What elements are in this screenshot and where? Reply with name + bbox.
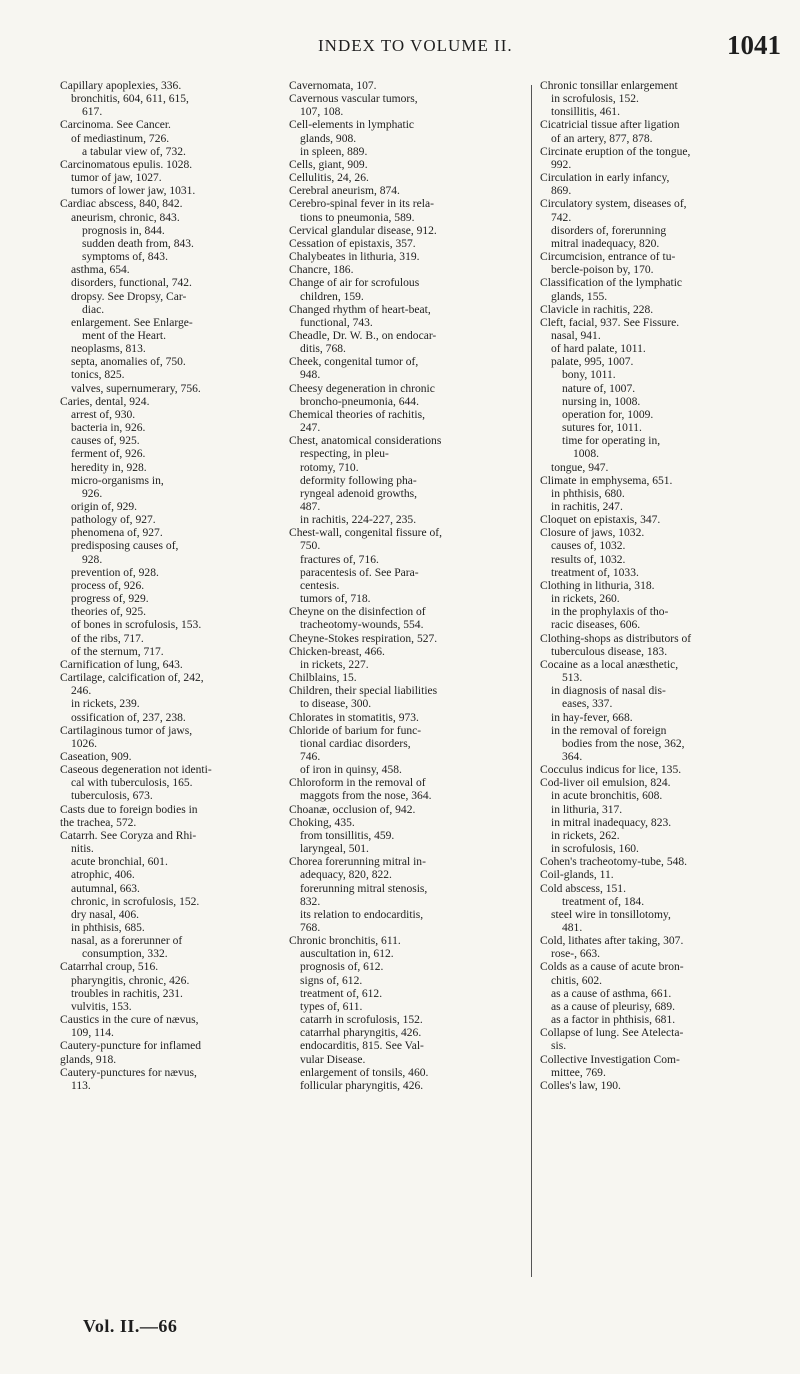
index-entry: Cerebro-spinal fever in its rela-	[289, 198, 434, 211]
index-subentry: racic diseases, 606.	[551, 619, 641, 632]
index-subentry: eases, 337.	[562, 698, 613, 711]
index-subentry: septa, anomalies of, 750.	[71, 356, 186, 369]
index-subentry: phenomena of, 927.	[71, 527, 163, 540]
index-subentry: 992.	[551, 158, 572, 171]
index-entry: Climate in emphysema, 651.	[540, 474, 673, 487]
index-subentry: asthma, 654.	[71, 264, 130, 277]
index-entry: Chronic bronchitis, 611.	[289, 935, 401, 948]
index-subentry: bony, 1011.	[562, 369, 616, 382]
index-subentry: tions to pneumonia, 589.	[300, 211, 415, 224]
index-subentry: 928.	[82, 553, 103, 566]
index-subentry: in lithuria, 317.	[551, 803, 623, 816]
index-entry: Caries, dental, 924.	[60, 395, 150, 408]
index-subentry: atrophic, 406.	[71, 869, 135, 882]
index-entry: Circinate eruption of the tongue,	[540, 145, 691, 158]
index-subentry: 247.	[300, 422, 321, 435]
index-entry: Chancre, 186.	[289, 264, 354, 277]
index-subentry: nasal, as a forerunner of	[71, 935, 183, 948]
index-subentry: treatment of, 1033.	[551, 566, 639, 579]
index-subentry: chitis, 602.	[551, 974, 602, 987]
index-entry: Clothing-shops as distributors of	[540, 632, 692, 645]
index-entry: Cleft, facial, 937. See Fissure.	[540, 316, 680, 329]
index-entry: the trachea, 572.	[60, 816, 137, 829]
index-subentry: tional cardiac disorders,	[300, 737, 411, 750]
index-entry: Classification of the lymphatic	[540, 277, 683, 290]
index-subentry: in rickets, 227.	[300, 658, 369, 671]
index-subentry: chronic, in scrofulosis, 152.	[71, 895, 200, 908]
index-subentry: origin of, 929.	[71, 501, 138, 513]
index-subentry: in the prophylaxis of tho-	[551, 606, 669, 619]
index-subentry: bronchitis, 604, 611, 615,	[71, 93, 189, 106]
index-subentry: 742.	[551, 211, 572, 224]
index-entry: Cheesy degeneration in chronic	[289, 382, 435, 395]
index-subentry: dropsy. See Dropsy, Car-	[71, 290, 187, 303]
index-entry: Collective Investigation Com-	[540, 1053, 680, 1066]
index-entry: Cheyne-Stokes respiration, 527.	[289, 632, 438, 645]
index-subentry: paracentesis of. See Para-	[300, 566, 419, 579]
index-entry: Cerebral aneurism, 874.	[289, 185, 400, 198]
index-subentry: catarrh in scrofulosis, 152.	[300, 1014, 423, 1027]
index-entry: Cocaine as a local anæsthetic,	[540, 658, 679, 671]
index-entry: Cocculus indicus for lice, 135.	[540, 764, 682, 777]
index-entry: Coil-glands, 11.	[540, 869, 614, 882]
index-subentry: tongue, 947.	[551, 461, 609, 474]
index-entry: Cell-elements in lymphatic	[289, 119, 415, 132]
index-subentry: children, 159.	[300, 290, 364, 303]
index-subentry: 926.	[82, 487, 103, 500]
index-entry: Chorea forerunning mitral in-	[289, 856, 426, 869]
index-subentry: in scrofulosis, 152.	[551, 93, 639, 106]
index-subentry: of the sternum, 717.	[71, 645, 164, 658]
index-subentry: 768.	[300, 922, 321, 934]
index-subentry: bacteria in, 926.	[71, 422, 146, 435]
index-subentry: tonsillitis, 461.	[551, 106, 620, 119]
index-subentry: sis.	[551, 1040, 567, 1053]
index-subentry: mittee, 769.	[551, 1066, 606, 1079]
index-subentry: as a cause of pleurisy, 689.	[551, 1000, 675, 1013]
index-subentry: nasal, 941.	[551, 329, 601, 342]
index-subentry: as a factor in phthisis, 681.	[551, 1014, 676, 1027]
index-subentry: in rickets, 262.	[551, 829, 620, 842]
index-subentry: in scrofulosis, 160.	[551, 843, 639, 856]
index-column-3	[540, 80, 780, 1093]
index-subentry: of iron in quinsy, 458.	[300, 764, 402, 777]
index-entry: Caustics in the cure of nævus,	[60, 1014, 199, 1027]
index-subentry: of an artery, 877, 878.	[551, 132, 653, 145]
index-subentry: functional, 743.	[300, 316, 373, 329]
index-entry: Clothing in lithuria, 318.	[540, 579, 655, 592]
index-entry: Cod-liver oil emulsion, 824.	[540, 777, 671, 790]
index-subentry: theories of, 925.	[71, 606, 147, 619]
index-entry: Cavernomata, 107.	[289, 80, 377, 92]
index-subentry: enlargement. See Enlarge-	[71, 316, 193, 329]
index-entry: Collapse of lung. See Atelecta-	[540, 1027, 684, 1040]
index-entry: Colds as a cause of acute bron-	[540, 961, 684, 974]
index-subentry: rotomy, 710.	[300, 461, 359, 474]
index-entry: Catarrhal croup, 516.	[60, 961, 159, 974]
index-entry: Capillary apoplexies, 336.	[60, 80, 182, 92]
index-subentry: its relation to endocarditis,	[300, 908, 424, 921]
index-subentry: endocarditis, 815. See Val-	[300, 1040, 424, 1053]
index-subentry: steel wire in tonsillotomy,	[551, 908, 671, 921]
index-entry: Chilblains, 15.	[289, 672, 357, 685]
index-subentry: dry nasal, 406.	[71, 908, 139, 921]
index-subentry: 481.	[562, 922, 583, 934]
index-subentry: autumnal, 663.	[71, 882, 140, 895]
index-subentry: prevention of, 928.	[71, 566, 159, 579]
index-subentry: nursing in, 1008.	[562, 395, 641, 408]
index-subentry: vulvitis, 153.	[71, 1000, 132, 1013]
index-entry: Carcinoma. See Cancer.	[60, 119, 171, 132]
index-subentry: symptoms of, 843.	[82, 251, 168, 264]
index-subentry: signs of, 612.	[300, 974, 363, 987]
index-subentry: diac.	[82, 303, 105, 316]
index-subentry: tracheotomy-wounds, 554.	[300, 619, 424, 632]
index-entry: Cavernous vascular tumors,	[289, 93, 418, 106]
index-subentry: 750.	[300, 540, 321, 553]
index-entry: Circulatory system, diseases of,	[540, 198, 687, 211]
index-subentry: causes of, 1032.	[551, 540, 626, 553]
index-entry: Cold, lithates after taking, 307.	[540, 935, 684, 948]
index-subentry: maggots from the nose, 364.	[300, 790, 432, 803]
index-subentry: adequacy, 820, 822.	[300, 869, 392, 882]
index-subentry: predisposing causes of,	[71, 540, 179, 553]
index-subentry: in phthisis, 685.	[71, 922, 145, 934]
index-entry: Cohen's tracheotomy-tube, 548.	[540, 856, 688, 869]
index-subentry: tuberculous disease, 183.	[551, 645, 668, 658]
index-subentry: acute bronchial, 601.	[71, 856, 168, 869]
index-entry: Caseous degeneration not identi-	[60, 764, 212, 777]
index-subentry: prognosis in, 844.	[82, 224, 165, 237]
index-entry: Catarrh. See Coryza and Rhi-	[60, 829, 197, 842]
index-entry: Cheek, congenital tumor of,	[289, 356, 419, 369]
index-subentry: broncho-pneumonia, 644.	[300, 395, 419, 408]
index-entry: Circumcision, entrance of tu-	[540, 251, 676, 264]
index-subentry: ryngeal adenoid growths,	[300, 487, 418, 500]
index-subentry: in rickets, 260.	[551, 593, 620, 606]
index-entry: Changed rhythm of heart-beat,	[289, 303, 431, 316]
index-subentry: auscultation in, 612.	[300, 948, 394, 961]
index-entry: Cautery-puncture for inflamed	[60, 1040, 202, 1053]
index-entry: Children, their special liabilities	[289, 685, 438, 698]
index-subentry: process of, 926.	[71, 579, 145, 592]
index-subentry: ment of the Heart.	[82, 329, 167, 342]
index-entry: Cautery-punctures for nævus,	[60, 1066, 197, 1079]
index-subentry: sudden death from, 843.	[82, 237, 194, 250]
index-subentry: 487.	[300, 501, 321, 513]
index-subentry: of mediastinum, 726.	[71, 132, 170, 145]
index-subentry: consumption, 332.	[82, 948, 168, 961]
index-subentry: ditis, 768.	[300, 343, 346, 356]
index-entry: Clavicle in rachitis, 228.	[540, 303, 654, 316]
index-subentry: cal with tuberculosis, 165.	[71, 777, 193, 790]
index-column-1	[60, 80, 290, 1093]
index-subentry: heredity in, 928.	[71, 461, 147, 474]
index-entry: glands, 918.	[60, 1053, 117, 1066]
column-divider	[531, 85, 532, 1277]
index-subentry: centesis.	[300, 579, 340, 592]
index-entry: Carcinomatous epulis. 1028.	[60, 158, 193, 171]
index-subentry: disorders of, forerunning	[551, 224, 667, 237]
index-subentry: 1008.	[573, 448, 599, 461]
index-subentry: valves, supernumerary, 756.	[71, 382, 201, 395]
index-subentry: treatment of, 612.	[300, 987, 383, 1000]
index-subentry: neoplasms, 813.	[71, 343, 146, 356]
index-entry: Cellulitis, 24, 26.	[289, 172, 369, 185]
index-subentry: disorders, functional, 742.	[71, 277, 192, 290]
index-subentry: bodies from the nose, 362,	[562, 737, 685, 750]
index-subentry: types of, 611.	[300, 1000, 363, 1013]
index-subentry: vular Disease.	[300, 1053, 366, 1066]
volume-signature: Vol. II.—66	[83, 1316, 178, 1336]
index-entry: Chloride of barium for func-	[289, 724, 422, 737]
index-entry: Cervical glandular disease, 912.	[289, 224, 437, 237]
index-subentry: 746.	[300, 750, 321, 763]
index-subentry: fractures of, 716.	[300, 553, 379, 566]
index-subentry: results of, 1032.	[551, 553, 626, 566]
index-subentry: 107, 108.	[300, 106, 344, 119]
index-entry: Choking, 435.	[289, 816, 355, 829]
index-entry: Cessation of epistaxis, 357.	[289, 237, 416, 250]
index-subentry: sutures for, 1011.	[562, 422, 642, 435]
page-header	[0, 30, 800, 70]
index-subentry: tuberculosis, 673.	[71, 790, 153, 803]
index-subentry: tumors of lower jaw, 1031.	[71, 185, 196, 198]
index-subentry: in rachitis, 224-227, 235.	[300, 514, 417, 527]
index-subentry: in the removal of foreign	[551, 724, 667, 737]
index-entry: Cartilaginous tumor of jaws,	[60, 724, 193, 737]
index-subentry: glands, 155.	[551, 290, 608, 303]
index-entry: Caseation, 909.	[60, 750, 132, 763]
index-subentry: catarrhal pharyngitis, 426.	[300, 1027, 422, 1040]
index-subentry: palate, 995, 1007.	[551, 356, 634, 369]
index-entry: Cheadle, Dr. W. B., on endocar-	[289, 329, 437, 342]
index-subentry: 1026.	[71, 737, 97, 750]
index-subentry: troubles in rachitis, 231.	[71, 987, 183, 1000]
index-subentry: in rachitis, 247.	[551, 501, 623, 513]
index-subentry: tumor of jaw, 1027.	[71, 172, 162, 185]
index-subentry: of the ribs, 717.	[71, 632, 144, 645]
index-subentry: glands, 908.	[300, 132, 357, 145]
index-entry: Chloroform in the removal of	[289, 777, 426, 790]
index-subentry: time for operating in,	[562, 435, 661, 448]
index-subentry: 364.	[562, 750, 583, 763]
index-entry: Cold abscess, 151.	[540, 882, 626, 895]
index-subentry: aneurism, chronic, 843.	[71, 211, 180, 224]
index-subentry: forerunning mitral stenosis,	[300, 882, 428, 895]
index-entry: Choanæ, occlusion of, 942.	[289, 803, 416, 816]
index-subentry: pharyngitis, chronic, 426.	[71, 974, 190, 987]
index-subentry: ossification of, 237, 238.	[71, 711, 186, 724]
index-entry: Chronic tonsillar enlargement	[540, 80, 678, 92]
index-entry: Change of air for scrofulous	[289, 277, 420, 290]
index-subentry: to disease, 300.	[300, 698, 372, 711]
index-entry: Carnification of lung, 643.	[60, 658, 183, 671]
index-entry: Cheyne on the disinfection of	[289, 606, 426, 619]
index-entry: Chicken-breast, 466.	[289, 645, 385, 658]
index-subentry: pathology of, 927.	[71, 514, 156, 527]
index-entry: Chalybeates in lithuria, 319.	[289, 251, 420, 264]
index-column-2	[289, 80, 525, 1093]
index-subentry: arrest of, 930.	[71, 408, 136, 421]
index-subentry: tonics, 825.	[71, 369, 125, 382]
index-entry: Circulation in early infancy,	[540, 172, 670, 185]
index-subentry: nitis.	[71, 843, 94, 856]
index-subentry: rose-, 663.	[551, 948, 601, 961]
index-subentry: in diagnosis of nasal dis-	[551, 685, 666, 698]
index-entry: Casts due to foreign bodies in	[60, 803, 198, 816]
index-subentry: 513.	[562, 672, 583, 685]
index-entry: Chemical theories of rachitis,	[289, 408, 425, 421]
index-subentry: ferment of, 926.	[71, 448, 146, 461]
index-entry: Chlorates in stomatitis, 973.	[289, 711, 419, 724]
index-subentry: 109, 114.	[71, 1027, 114, 1040]
index-subentry: 832.	[300, 895, 321, 908]
index-subentry: mitral inadequacy, 820.	[551, 237, 660, 250]
index-entry: Chest-wall, congenital fissure of,	[289, 527, 442, 540]
index-subentry: as a cause of asthma, 661.	[551, 987, 672, 1000]
index-entry: Closure of jaws, 1032.	[540, 527, 645, 540]
index-subentry: respecting, in pleu-	[300, 448, 389, 461]
index-subentry: 617.	[82, 106, 103, 119]
index-subentry: treatment of, 184.	[562, 895, 645, 908]
index-subentry: nature of, 1007.	[562, 382, 636, 395]
index-subentry: in hay-fever, 668.	[551, 711, 633, 724]
index-subentry: deformity following pha-	[300, 474, 417, 487]
index-subentry: in spleen, 889.	[300, 145, 368, 158]
index-subentry: 113.	[71, 1079, 91, 1092]
index-subentry: in rickets, 239.	[71, 698, 140, 711]
running-header-title: INDEX TO VOLUME II.	[318, 36, 513, 55]
index-subentry: laryngeal, 501.	[300, 843, 369, 856]
index-subentry: bercle-poison by, 170.	[551, 264, 654, 277]
index-subentry: of hard palate, 1011.	[551, 343, 646, 356]
index-entry: Colles's law, 190.	[540, 1079, 621, 1092]
index-subentry: in phthisis, 680.	[551, 487, 625, 500]
index-entry: Cartilage, calcification of, 242,	[60, 672, 204, 685]
index-entry: Cells, giant, 909.	[289, 158, 368, 171]
index-entry: Cicatricial tissue after ligation	[540, 119, 680, 132]
index-subentry: micro-organisms in,	[71, 474, 164, 487]
index-subentry: progress of, 929.	[71, 593, 149, 606]
index-entry: Cardiac abscess, 840, 842.	[60, 198, 183, 211]
index-subentry: enlargement of tonsils, 460.	[300, 1066, 429, 1079]
index-subentry: 869.	[551, 185, 572, 198]
index-subentry: 246.	[71, 685, 92, 698]
index-subentry: 948.	[300, 369, 321, 382]
index-subentry: prognosis of, 612.	[300, 961, 384, 974]
index-subentry: follicular pharyngitis, 426.	[300, 1079, 424, 1092]
page-number: 1041	[727, 30, 781, 60]
index-subentry: from tonsillitis, 459.	[300, 829, 395, 842]
index-entry: Chest, anatomical considerations	[289, 435, 442, 448]
index-entry: Cloquet on epistaxis, 347.	[540, 514, 661, 527]
index-subentry: in mitral inadequacy, 823.	[551, 816, 672, 829]
index-subentry: of bones in scrofulosis, 153.	[71, 619, 202, 632]
index-subentry: tumors of, 718.	[300, 593, 371, 606]
index-subentry: in acute bronchitis, 608.	[551, 790, 663, 803]
index-subentry: operation for, 1009.	[562, 408, 654, 421]
index-subentry: a tabular view of, 732.	[82, 145, 186, 158]
index-subentry: causes of, 925.	[71, 435, 140, 448]
